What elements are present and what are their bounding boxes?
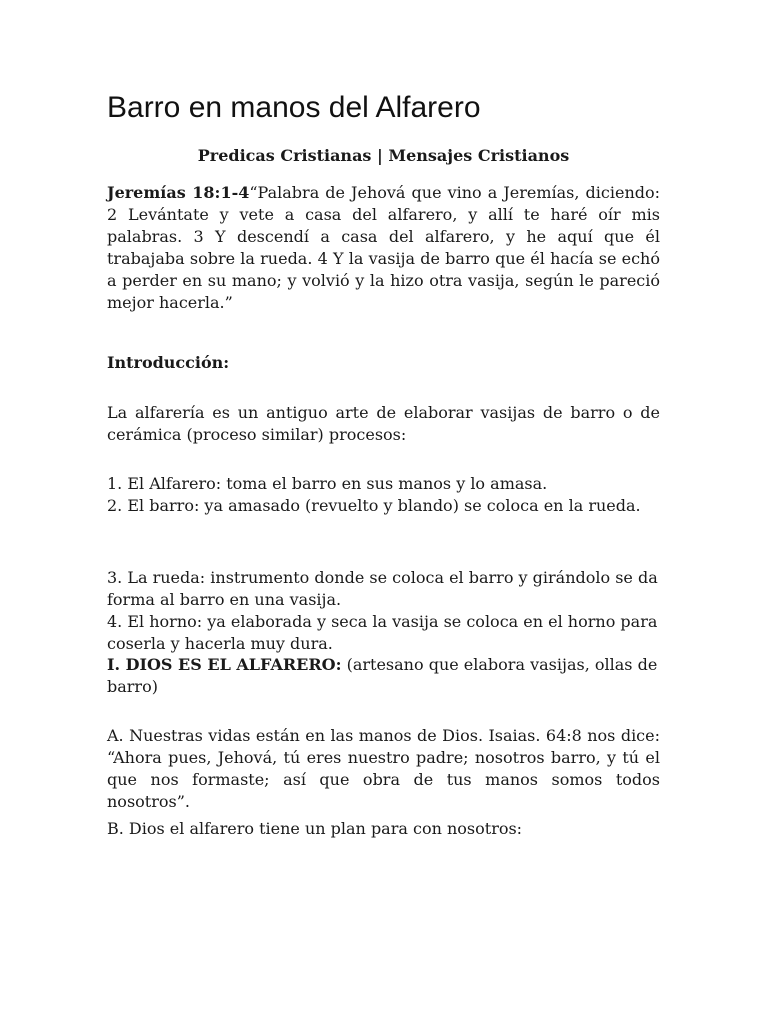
alfareria-paragraph: La alfarería es un antiguo arte de elaborar vasijas de barro o de cerámica (proceso similar) procesos:: [107, 403, 660, 444]
section1-heading: I. DIOS ES EL ALFARERO:: [107, 655, 342, 674]
introduction-heading: Introducción:: [107, 353, 230, 372]
process-list-part-2: [107, 567, 660, 655]
scripture-paragraph: [107, 182, 660, 314]
section1-paragraph: [107, 654, 660, 698]
list-item: 4. El horno: ya elaborada y seca la vasija se coloca en el horno para coserla y hacerla muy dura.: [107, 612, 658, 653]
list-item: 2. El barro: ya amasado (revuelto y blando) se coloca en la rueda.: [107, 496, 641, 515]
scripture-text: “Palabra de Jehová que vino a Jeremías, diciendo: 2 Levántate y vete a casa del alfarero, y allí te haré oír mis palabras. 3 Y descendí a casa del alfarero, y he aquí que él trabajaba sobre la rueda. 4 Y la vasija de barro que él hacía se echó a perder en su mano; y volvió y la hizo otra vasija, según le pareció mejor hacerla.”: [107, 183, 661, 312]
document-title: Barro en manos del Alfarero: [107, 91, 481, 124]
section1-text: (artesano que elabora vasijas, ollas de barro): [107, 655, 658, 696]
point-a-paragraph: A. Nuestras vidas están en las manos de Dios. Isaias. 64:8 nos dice: “Ahora pues, Jehová, tú eres nuestro padre; nosotros barro, y tú el que nos formaste; así que obra de tus manos somos todos nosotros”.: [107, 726, 660, 811]
document-subtitle: Predicas Cristianas | Mensajes Cristianos: [197, 146, 570, 165]
list-item: 3. La rueda: instrumento donde se coloca el barro y girándolo se da forma al barro en una vasija.: [107, 568, 658, 609]
process-list-part-1: [107, 473, 660, 517]
scripture-reference: Jeremías 18:1-4: [107, 183, 250, 202]
point-b-paragraph: B. Dios el alfarero tiene un plan para con nosotros:: [107, 819, 523, 838]
list-item: 1. El Alfarero: toma el barro en sus manos y lo amasa.: [107, 474, 548, 493]
